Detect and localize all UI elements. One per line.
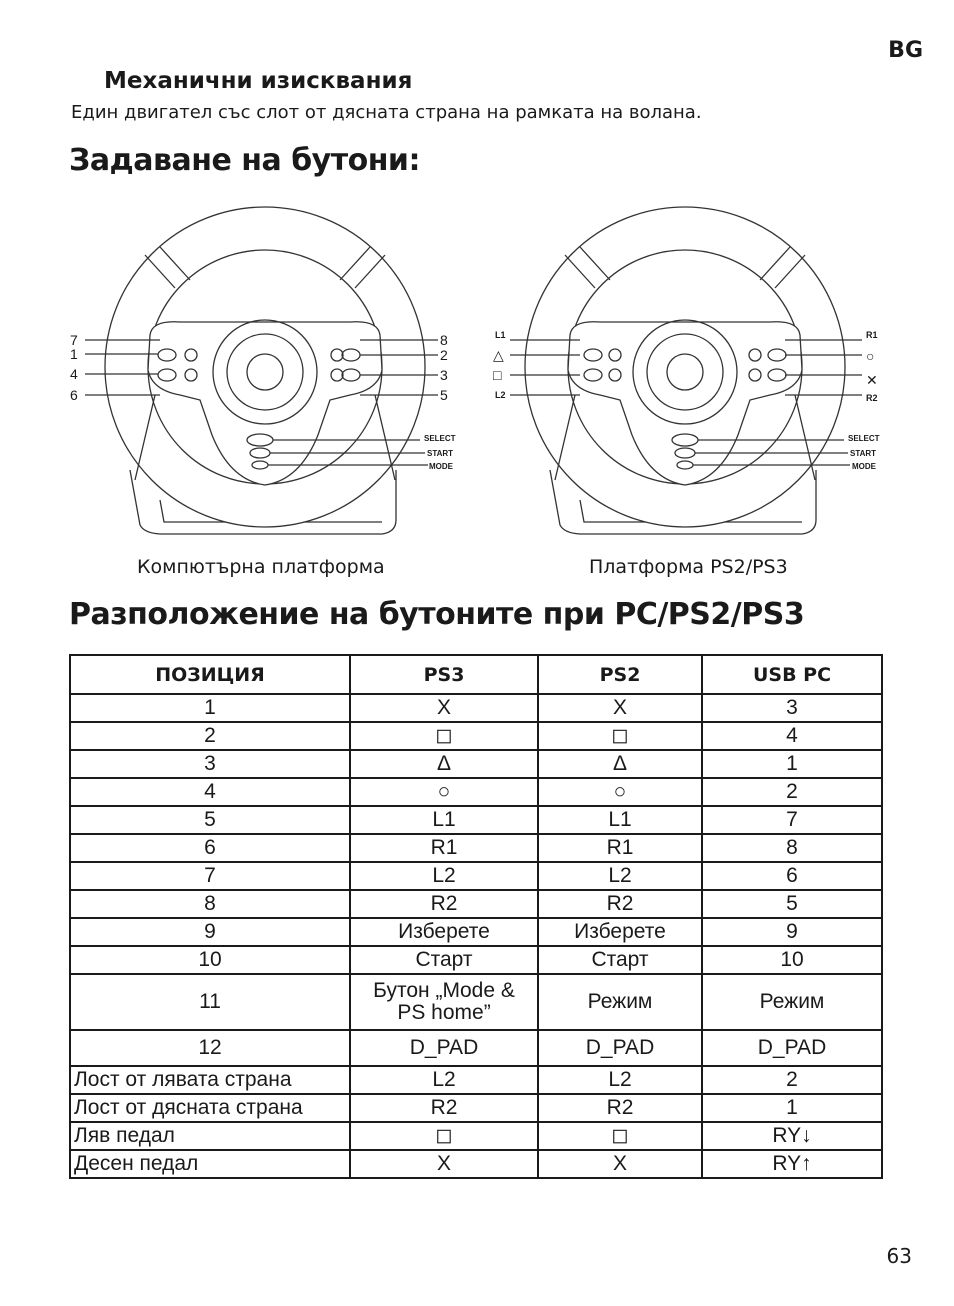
cell: Режим (702, 974, 882, 1030)
cell: 7 (702, 806, 882, 834)
mechanical-requirements-text: Един двигател със слот от дясната страна на рамката на волана. (71, 102, 702, 123)
header-ps2: PS2 (538, 655, 702, 694)
cell: 9 (70, 918, 350, 946)
cell: L1 (538, 806, 702, 834)
cell: 7 (70, 862, 350, 890)
mode-label: MODE (852, 462, 876, 471)
table-row (70, 1030, 882, 1066)
button-layout-heading: Разположение на бутоните при PC/PS2/PS3 (69, 597, 805, 632)
cell: X (350, 694, 538, 722)
wheel-diagram-pc (60, 200, 480, 545)
table-row (70, 974, 882, 1030)
cell: 11 (70, 974, 350, 1030)
cell: 1 (702, 750, 882, 778)
cell: 12 (70, 1030, 350, 1066)
cell: R2 (350, 1094, 538, 1122)
table-row (70, 1150, 882, 1178)
cell: ◻ (350, 722, 538, 750)
cell: R2 (350, 890, 538, 918)
cell: 3 (70, 750, 350, 778)
cell: 4 (70, 778, 350, 806)
table-row (70, 722, 882, 750)
cell: 10 (70, 946, 350, 974)
table-row (70, 834, 882, 862)
table-row (70, 890, 882, 918)
cell: R1 (350, 834, 538, 862)
mode-label: MODE (429, 462, 453, 471)
cell: Десен педал (70, 1150, 350, 1178)
cell: Δ (350, 750, 538, 778)
cell: X (350, 1150, 538, 1178)
table-row (70, 946, 882, 974)
cell: 5 (702, 890, 882, 918)
cell: 1 (702, 1094, 882, 1122)
page-number: 63 (886, 1244, 912, 1268)
button-mapping-table (69, 654, 883, 1179)
table-row (70, 862, 882, 890)
cell: Ляв педал (70, 1122, 350, 1150)
label-l2: L2 (495, 390, 506, 400)
cell: 2 (702, 778, 882, 806)
header-ps3: PS3 (350, 655, 538, 694)
cell: R2 (538, 890, 702, 918)
cell: R2 (538, 1094, 702, 1122)
cell: 9 (702, 918, 882, 946)
mechanical-requirements-title: Механични изисквания (104, 68, 413, 94)
label-3: 3 (440, 367, 448, 383)
cell: ◻ (350, 1122, 538, 1150)
table-row (70, 750, 882, 778)
cell: L2 (350, 862, 538, 890)
cell: Режим (538, 974, 702, 1030)
cell: 10 (702, 946, 882, 974)
cell: L2 (538, 1066, 702, 1094)
table-header-row (70, 655, 882, 694)
cell: Старт (538, 946, 702, 974)
cell: L1 (350, 806, 538, 834)
label-r1: R1 (866, 330, 878, 340)
cell: Изберете (350, 918, 538, 946)
cell: Бутон „Mode & PS home” (350, 974, 538, 1030)
cell: 5 (70, 806, 350, 834)
label-7: 7 (70, 332, 78, 348)
label-r2: R2 (866, 393, 878, 403)
cross-icon: ✕ (866, 372, 878, 388)
cell: D_PAD (702, 1030, 882, 1066)
table-row (70, 918, 882, 946)
caption-pc-platform: Компютърна платформа (137, 556, 385, 578)
cell: 4 (702, 722, 882, 750)
cell: L2 (350, 1066, 538, 1094)
cell: 8 (702, 834, 882, 862)
cell: 6 (702, 862, 882, 890)
cell: ○ (538, 778, 702, 806)
cell: RY↓ (702, 1122, 882, 1150)
triangle-icon: △ (493, 347, 504, 363)
label-6: 6 (70, 387, 78, 403)
label-2: 2 (440, 347, 448, 363)
wheel-diagram-ps (480, 200, 900, 545)
cell: 1 (70, 694, 350, 722)
cell: ◻ (538, 722, 702, 750)
caption-ps-platform: Платформа PS2/PS3 (589, 556, 788, 578)
cell: 2 (702, 1066, 882, 1094)
cell: X (538, 1150, 702, 1178)
cell: 6 (70, 834, 350, 862)
cell: Лост от дясната страна (70, 1094, 350, 1122)
table-row (70, 778, 882, 806)
cell: ○ (350, 778, 538, 806)
language-code: BG (888, 38, 923, 63)
cell: RY↑ (702, 1150, 882, 1178)
label-8: 8 (440, 332, 448, 348)
label-5: 5 (440, 387, 448, 403)
circle-icon: ○ (866, 348, 875, 364)
table-row (70, 694, 882, 722)
cell: Изберете (538, 918, 702, 946)
cell: D_PAD (350, 1030, 538, 1066)
start-label: START (850, 449, 877, 458)
table-row (70, 806, 882, 834)
label-1: 1 (70, 346, 78, 362)
select-label: SELECT (424, 434, 456, 443)
cell: X (538, 694, 702, 722)
cell: ◻ (538, 1122, 702, 1150)
cell: 8 (70, 890, 350, 918)
cell: Δ (538, 750, 702, 778)
table-row (70, 1066, 882, 1094)
label-4: 4 (70, 366, 78, 382)
cell: 2 (70, 722, 350, 750)
cell: Лост от лявата страна (70, 1066, 350, 1094)
cell: 3 (702, 694, 882, 722)
label-l1: L1 (495, 330, 506, 340)
square-icon: □ (493, 367, 502, 383)
cell: R1 (538, 834, 702, 862)
header-position: ПОЗИЦИЯ (70, 655, 350, 694)
select-label: SELECT (848, 434, 880, 443)
table-row (70, 1094, 882, 1122)
cell: Старт (350, 946, 538, 974)
cell: D_PAD (538, 1030, 702, 1066)
start-label: START (427, 449, 454, 458)
table-row (70, 1122, 882, 1150)
button-assignment-heading: Задаване на бутони: (69, 143, 420, 178)
header-usb-pc: USB PC (702, 655, 882, 694)
cell: L2 (538, 862, 702, 890)
